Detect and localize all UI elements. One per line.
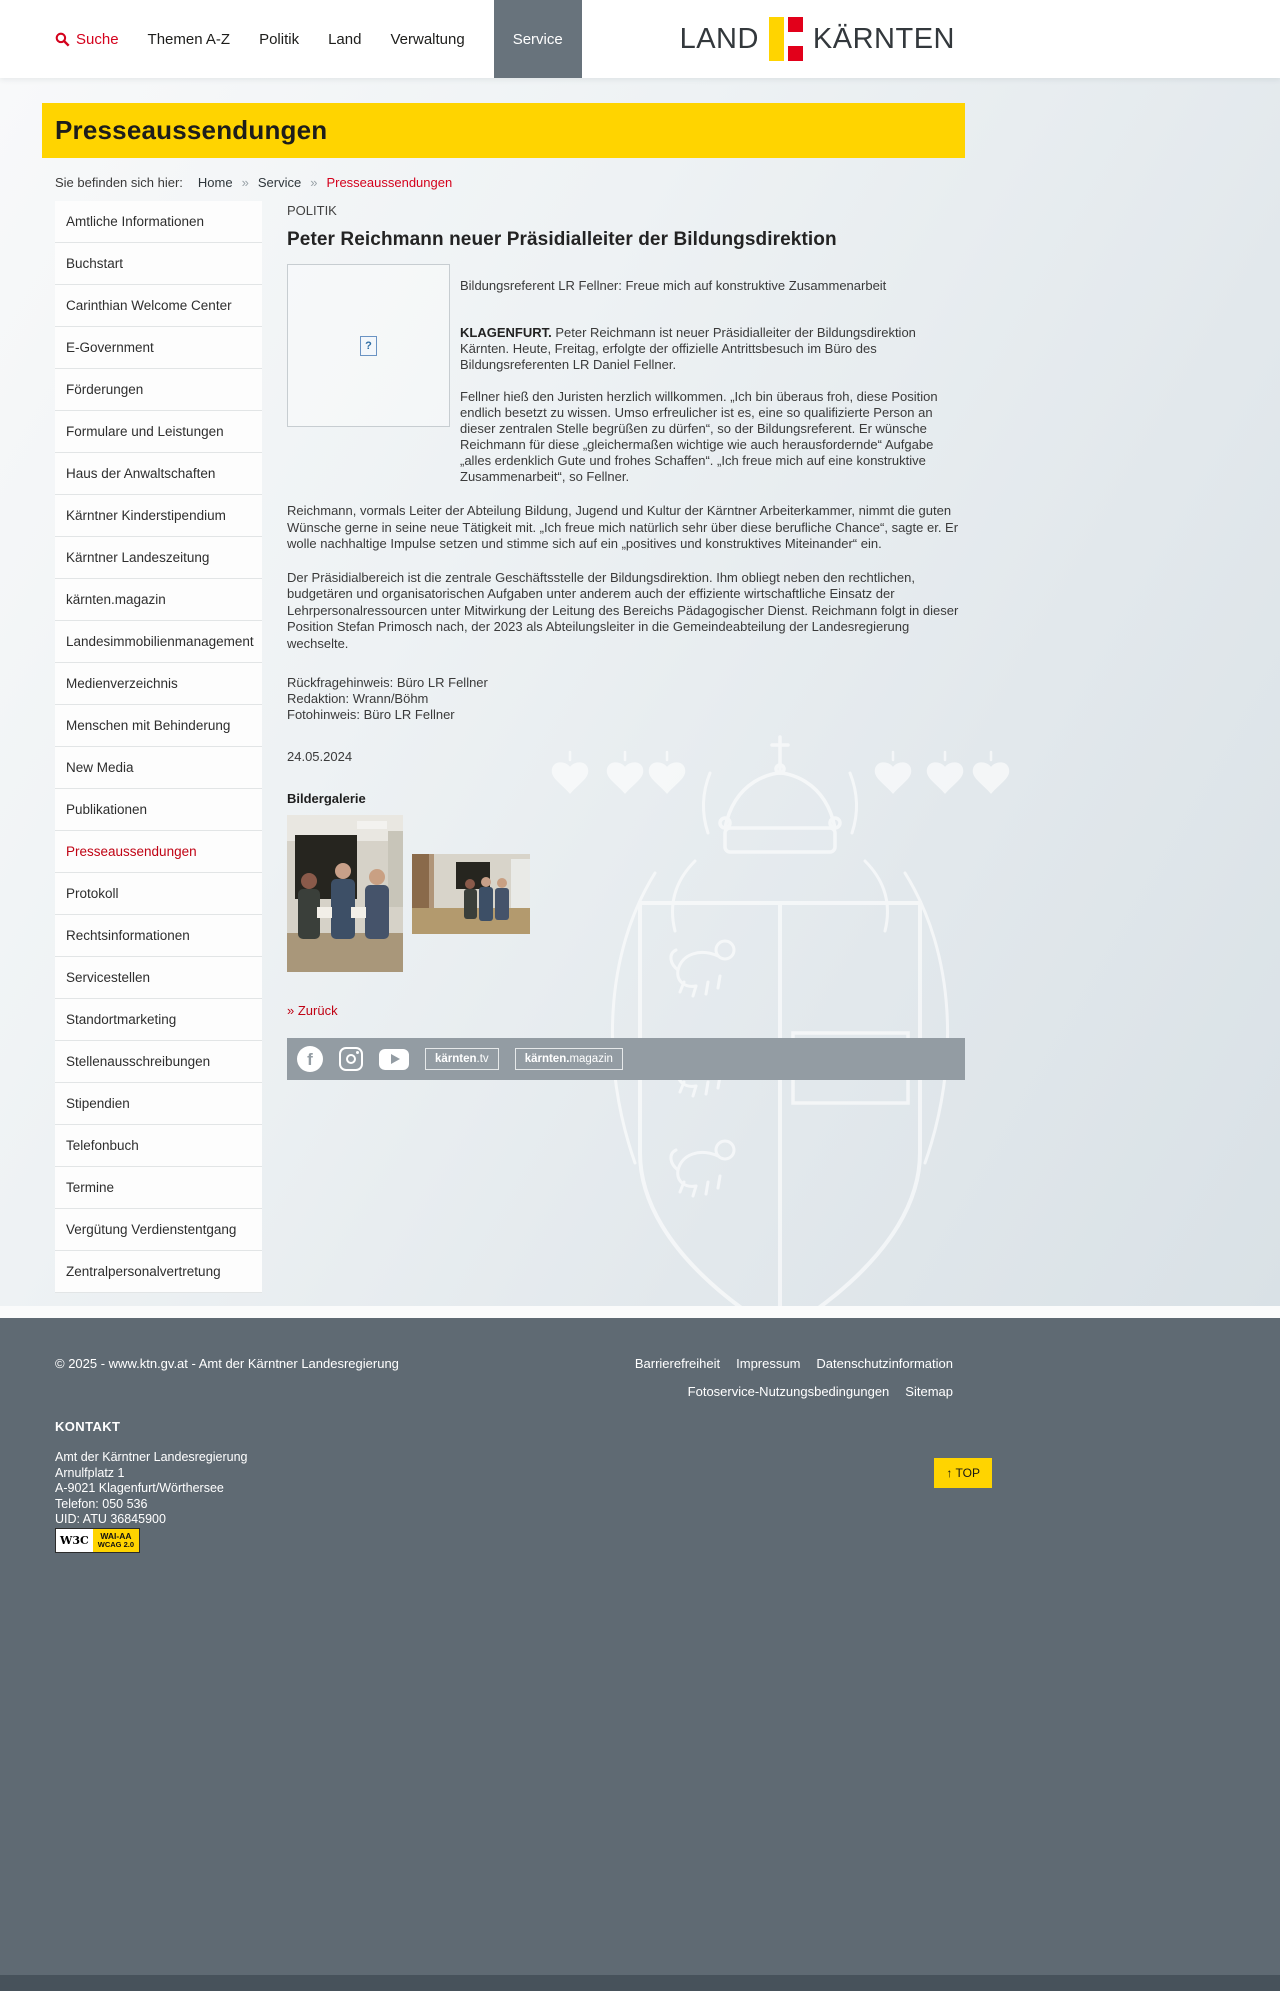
nav-item-service[interactable]: Service <box>494 0 582 78</box>
sidebar-item[interactable]: Haus der Anwaltschaften <box>55 453 262 495</box>
kontakt-heading: KONTAKT <box>55 1419 121 1434</box>
social-bar <box>287 1038 965 1080</box>
breadcrumb-label: Sie befinden sich hier: <box>55 175 183 190</box>
nav-item-themen-az[interactable]: Themen A-Z <box>147 30 231 48</box>
page-title: Presseaussendungen <box>55 115 328 145</box>
page-title-banner <box>42 103 965 158</box>
contact-line: Redaktion: Wrann/Böhm <box>287 691 429 706</box>
sidebar-item[interactable]: kärnten.magazin <box>55 579 262 621</box>
contact-line: Rückfragehinweis: Büro LR Fellner <box>287 675 488 690</box>
article-figure-row <box>287 264 965 485</box>
sidebar-item[interactable]: Rechtsinformationen <box>55 915 262 957</box>
footer-link[interactable]: Impressum <box>736 1356 801 1371</box>
instagram-icon[interactable] <box>339 1047 363 1071</box>
sidebar-item[interactable]: Landesimmobilienmanagement <box>55 621 262 663</box>
footer-link[interactable]: Datenschutzinformation <box>816 1356 953 1371</box>
article <box>287 201 965 1293</box>
breadcrumb-separator-icon: » <box>310 175 318 190</box>
kaernten-tv-button[interactable]: kärnten .tv <box>425 1048 499 1070</box>
search-icon <box>55 32 70 47</box>
wai-aa-label: WAI-AA WCAG 2.0 <box>93 1529 139 1552</box>
address-line: Telefon: 050 536 <box>55 1496 148 1511</box>
nav-item-politik[interactable]: Politik <box>259 30 300 48</box>
article-body <box>287 503 965 652</box>
article-intro-column <box>460 264 965 485</box>
footer-links <box>619 1356 953 1412</box>
gallery-photo-2[interactable] <box>412 854 530 934</box>
footer-link[interactable]: Barrierefreiheit <box>634 1356 721 1371</box>
back-to-top-button[interactable]: ↑ TOP <box>934 1458 992 1488</box>
land-kaernten-logo[interactable] <box>680 17 955 61</box>
youtube-icon[interactable] <box>379 1049 409 1070</box>
wcag-badge[interactable] <box>55 1528 140 1553</box>
image-gallery <box>287 815 965 972</box>
article-paragraph: Der Präsidialbereich ist die zentrale Geschäftsstelle der Bildungsdirektion. Ihm obliegt neben den rechtlichen, budgetären und organisatorischen Aufgaben unter anderem auch der effiziente wirtschaftliche Einsatz der Lehrpersonalressourcen unter Mitwirkung der Leitung des Bereichs Pädagogischer Dienst. Reichmann folgt in dieser Position Stefan Primosch nach, der 2023 als Abteilungsleiter in die Gemeindeabteilung der Landesregierung wechselte. <box>287 569 959 651</box>
sidebar-item[interactable]: New Media <box>55 747 262 789</box>
w3c-logo: W3C <box>56 1529 93 1552</box>
nav-item-land[interactable]: Land <box>328 30 362 48</box>
nav-item-suche[interactable] <box>55 31 119 48</box>
article-image-placeholder <box>287 264 450 427</box>
article-lead: Bildungsreferent LR Fellner: Freue mich auf konstruktive Zusammenarbeit <box>460 278 887 293</box>
article-paragraph: Fellner hieß den Juristen herzlich willkommen. „Ich bin überaus froh, diese Position endlich besetzt zu wissen. Umso erfreulicher ist es, eine so qualifizierte Person an dieser zentralen Stelle begrüßen zu dürfen“, so der Bildungsreferent. Er wünsche Reichmann für diese „gleichermaßen wichtige wie auch herausfordernde“ Aufgabe „alles erdenklich Gute und frohes Schaffen“. „Ich freue mich auf eine konstruktive Zusammenarbeit“, so Fellner. <box>460 389 938 484</box>
sidebar-item[interactable]: Förderungen <box>55 369 262 411</box>
sidebar-nav <box>55 201 262 1293</box>
gallery-photo-1[interactable] <box>287 815 403 972</box>
sidebar-item[interactable]: Standortmarketing <box>55 999 262 1041</box>
sidebar-item[interactable]: Servicestellen <box>55 957 262 999</box>
sidebar-item[interactable]: Publikationen <box>55 789 262 831</box>
sidebar-item[interactable]: Telefonbuch <box>55 1125 262 1167</box>
sidebar-item[interactable]: Protokoll <box>55 873 262 915</box>
sidebar-item[interactable]: Zentralpersonalvertretung <box>55 1251 262 1293</box>
sidebar-item[interactable]: Stipendien <box>55 1083 262 1125</box>
sidebar-item[interactable]: Menschen mit Behinderung <box>55 705 262 747</box>
sidebar-item[interactable]: Medienverzeichnis <box>55 663 262 705</box>
facebook-icon[interactable]: f <box>297 1046 323 1072</box>
kaernten-magazin-button[interactable]: kärnten. magazin <box>515 1048 623 1070</box>
sidebar-item[interactable]: Kärntner Kinderstipendium <box>55 495 262 537</box>
sidebar-item[interactable]: Amtliche Informationen <box>55 201 262 243</box>
address-line: UID: ATU 36845900 <box>55 1512 166 1526</box>
footer-link[interactable]: Fotoservice-Nutzungsbedingungen <box>687 1384 890 1399</box>
sidebar-item[interactable]: Buchstart <box>55 243 262 285</box>
address-line: A-9021 Klagenfurt/Wörthersee <box>55 1481 224 1495</box>
logo-text-kaernten: KÄRNTEN <box>812 22 955 55</box>
broken-image-icon: ? <box>360 336 377 356</box>
kaernten-flag-icon <box>769 17 803 61</box>
back-link[interactable]: » Zurück <box>287 1003 338 1018</box>
main-nav <box>55 0 582 78</box>
site-header <box>0 0 1280 78</box>
contact-line: Fotohinweis: Büro LR Fellner <box>287 707 455 722</box>
sidebar-item[interactable]: Vergütung Verdienstentgang <box>55 1209 262 1251</box>
breadcrumb-separator-icon: » <box>241 175 249 190</box>
article-title: Peter Reichmann neuer Präsidialleiter der Bildungsdirektion <box>287 229 837 250</box>
article-category: POLITIK <box>287 203 337 218</box>
sidebar-item[interactable]: Carinthian Welcome Center <box>55 285 262 327</box>
sidebar-item[interactable]: Termine <box>55 1167 262 1209</box>
content-band <box>0 78 1280 1306</box>
footer-link[interactable]: Sitemap <box>905 1384 953 1399</box>
sidebar-item[interactable]: E-Government <box>55 327 262 369</box>
breadcrumb-service[interactable]: Service <box>257 175 302 190</box>
copyright-text: © 2025 - www.ktn.gv.at - Amt der Kärntner Landesregierung <box>55 1356 399 1371</box>
nav-label-suche: Suche <box>76 30 119 48</box>
nav-item-verwaltung[interactable]: Verwaltung <box>390 30 465 48</box>
contact-block <box>287 675 965 723</box>
divider <box>0 1306 1280 1318</box>
address-block <box>55 1450 247 1528</box>
breadcrumb-home[interactable]: Home <box>197 175 233 190</box>
breadcrumb-current: Presseaussendungen <box>326 175 453 190</box>
sidebar-item[interactable]: Kärntner Landeszeitung <box>55 537 262 579</box>
address-line: Arnulfplatz 1 <box>55 1465 125 1480</box>
address-line: Amt der Kärntner Landesregierung <box>55 1450 248 1464</box>
gallery-heading: Bildergalerie <box>287 791 366 806</box>
bottom-strip <box>0 1975 1280 1991</box>
footer <box>0 1318 1280 1975</box>
sidebar-item[interactable]: Formulare und Leistungen <box>55 411 262 453</box>
sidebar-item[interactable]: Stellenausschreibungen <box>55 1041 262 1083</box>
breadcrumb <box>55 175 965 190</box>
logo-text-land: LAND <box>679 22 759 55</box>
sidebar-item[interactable]: Presseaussendungen <box>55 831 262 873</box>
article-intro: KLAGENFURT. Peter Reichmann ist neuer Präsidialleiter der Bildungsdirektion Kärnten. Heute, Freitag, erfolgte der offizielle Antrittsbesuch im Büro des Bildungsreferenten LR Daniel Fellner. <box>460 325 916 372</box>
article-paragraph: Reichmann, vormals Leiter der Abteilung Bildung, Jugend und Kultur der Kärntner Arbeiterkammer, nimmt die guten Wünsche gerne in seine neue Tätigkeit mit. „Ich freue mich natürlich sehr über diese berufliche Chance“, sagte er. Er wolle nachhaltige Impulse setzen und stimme sich auf ein „positives und konstruktives Miteinander“ ein. <box>287 503 959 551</box>
article-date: 24.05.2024 <box>287 749 353 764</box>
